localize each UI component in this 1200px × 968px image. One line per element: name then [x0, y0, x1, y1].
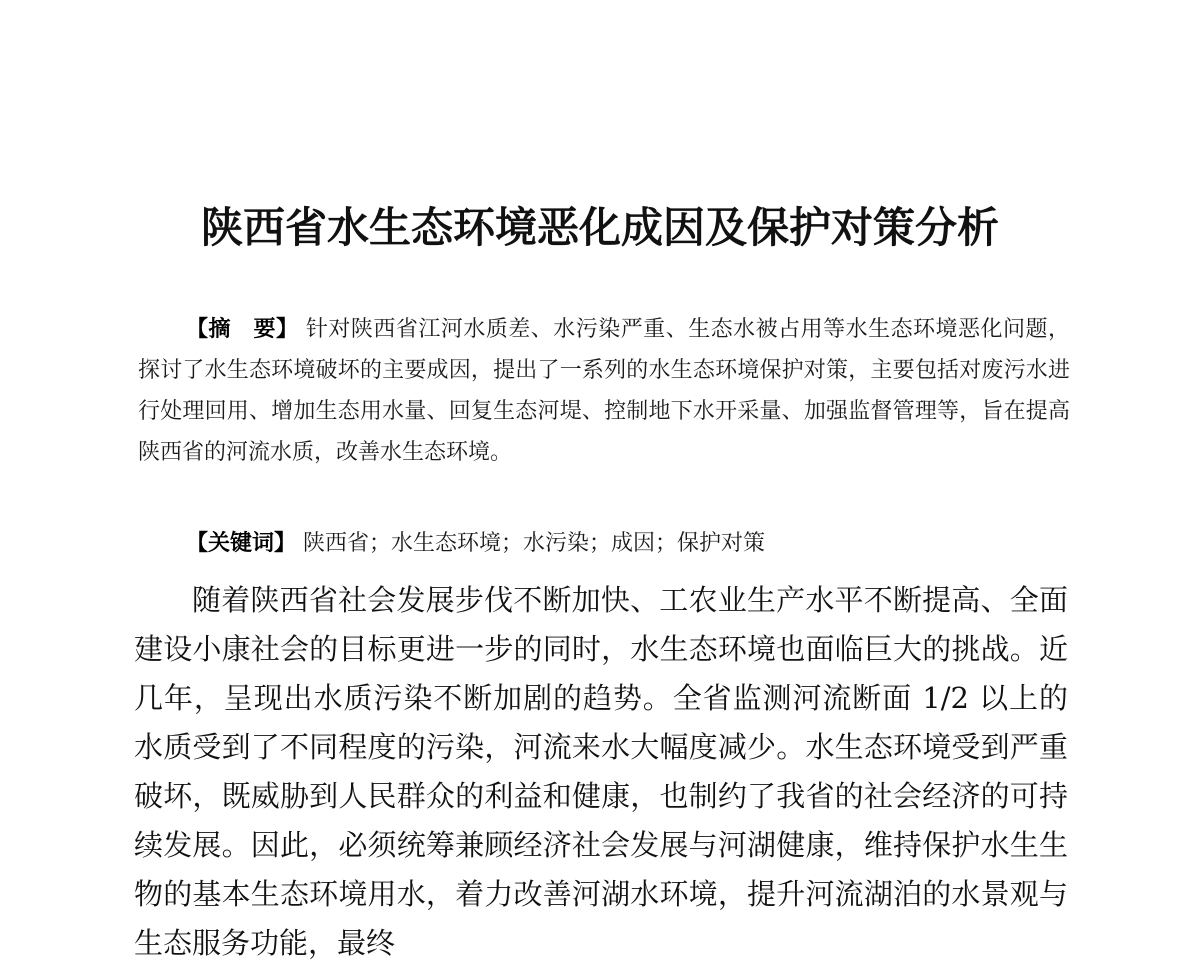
abstract-label: 【摘 要】	[186, 317, 299, 342]
body-paragraph: 随着陕西省社会发展步伐不断加快、工农业生产水平不断提高、全面建设小康社会的目标更进一步的同时，水生态环境也面临巨大的挑战。近几年，呈现出水质污染不断加剧的趋势。全省监测河流断面 1/2 以上的水质受到了不同程度的污染，河流来水大幅度减少。水生态环境受到严重破坏，既威胁到人民群众的利益和健康，也制约了我省的社会经济的可持续发展。因此，必须统筹兼顾经济社会发展与河湖健康，维持保护水生生物的基本生态环境用水，着力改善河湖水环境，提升河流湖泊的水景观与生态服务功能，最终	[134, 583, 1068, 960]
keywords-text: 陕西省；水生态环境；水污染；成因；保护对策	[303, 531, 766, 556]
abstract-text: 针对陕西省江河水质差、水污染严重、生态水被占用等水生态环境恶化问题，探讨了水生态环境破坏的主要成因，提出了一系列的水生态环境保护对策，主要包括对废污水进行处理回用、增加生态用水量、回复生态河堤、控制地下水开采量、加强监督管理等，旨在提高陕西省的河流水质，改善水生态环境。	[138, 317, 1070, 465]
keywords-label: 【关键词】	[186, 531, 297, 556]
keywords-paragraph	[138, 523, 1070, 564]
abstract-paragraph	[138, 309, 1070, 473]
paper-title: 陕西省水生态环境恶化成因及保护对策分析	[200, 203, 999, 252]
